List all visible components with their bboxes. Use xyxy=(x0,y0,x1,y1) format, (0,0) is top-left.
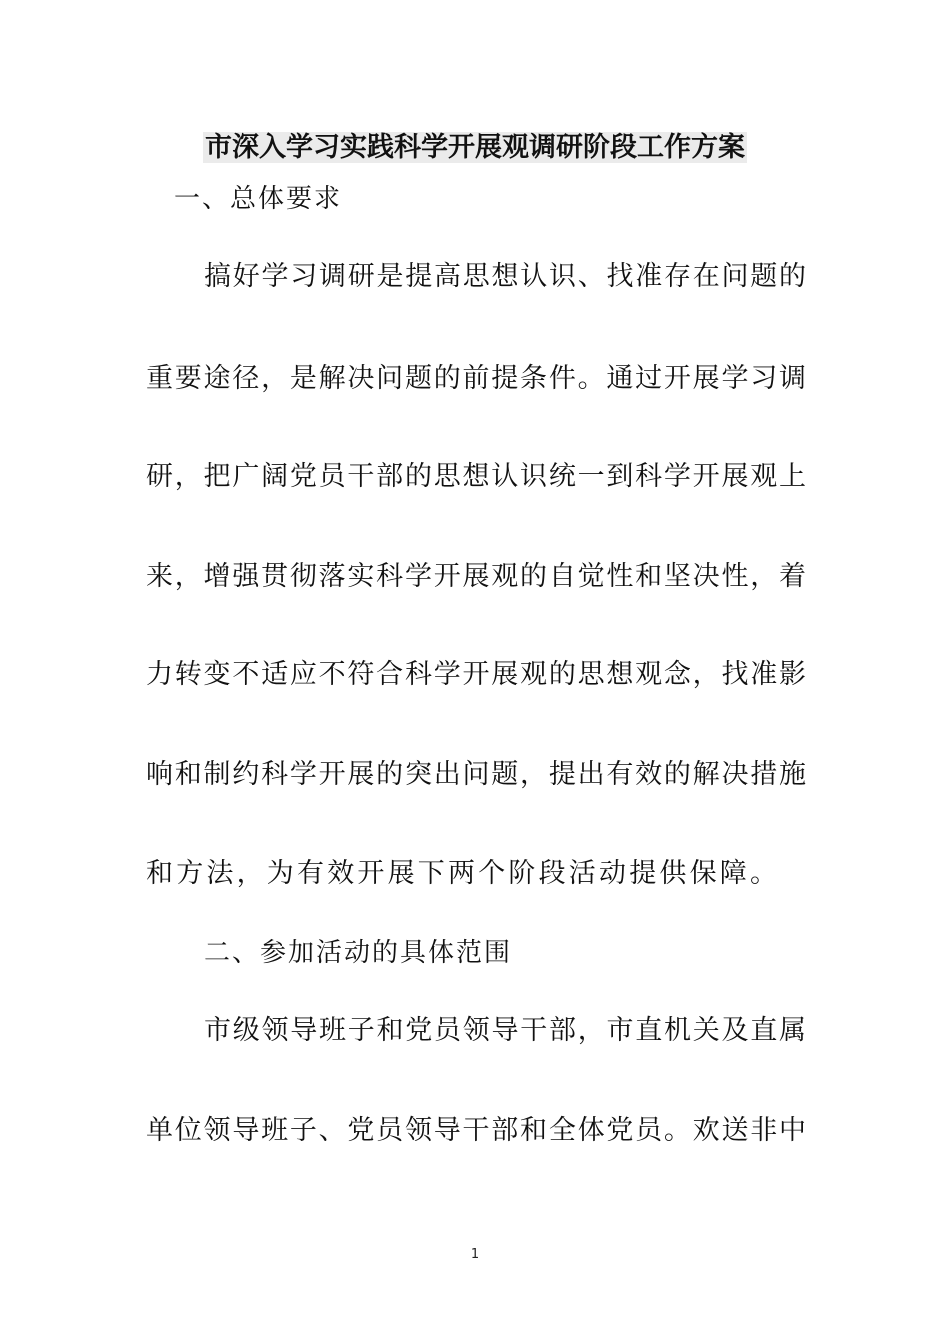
paragraph-line: 单位领导班子、党员领导干部和全体党员。欢送非中 xyxy=(146,1115,806,1146)
paragraph-line: 来，增强贯彻落实科学开展观的自觉性和坚决性，着 xyxy=(146,561,806,592)
section-heading-activity-scope: 二、参加活动的具体范围 xyxy=(204,938,513,968)
paragraph-line: 和方法，为有效开展下两个阶段活动提供保障。 xyxy=(146,858,781,889)
paragraph-line: 研，把广阔党员干部的思想认识统一到科学开展观上 xyxy=(146,461,806,492)
paragraph-line: 力转变不适应不符合科学开展观的思想观念，找准影 xyxy=(146,659,806,690)
section-heading-overall-requirements: 一、总体要求 xyxy=(174,184,343,214)
document-title-text: 市深入学习实践科学开展观调研阶段工作方案 xyxy=(205,132,745,163)
paragraph-line: 搞好学习调研是提高思想认识、找准存在问题的 xyxy=(204,261,806,292)
paragraph-line: 市级领导班子和党员领导干部，市直机关及直属 xyxy=(204,1015,806,1046)
document-title xyxy=(0,128,950,168)
page-number: 1 xyxy=(470,1247,480,1262)
paragraph-line: 响和制约科学开展的突出问题，提出有效的解决措施 xyxy=(146,759,806,790)
paragraph-line: 重要途径，是解决问题的前提条件。通过开展学习调 xyxy=(146,363,806,394)
